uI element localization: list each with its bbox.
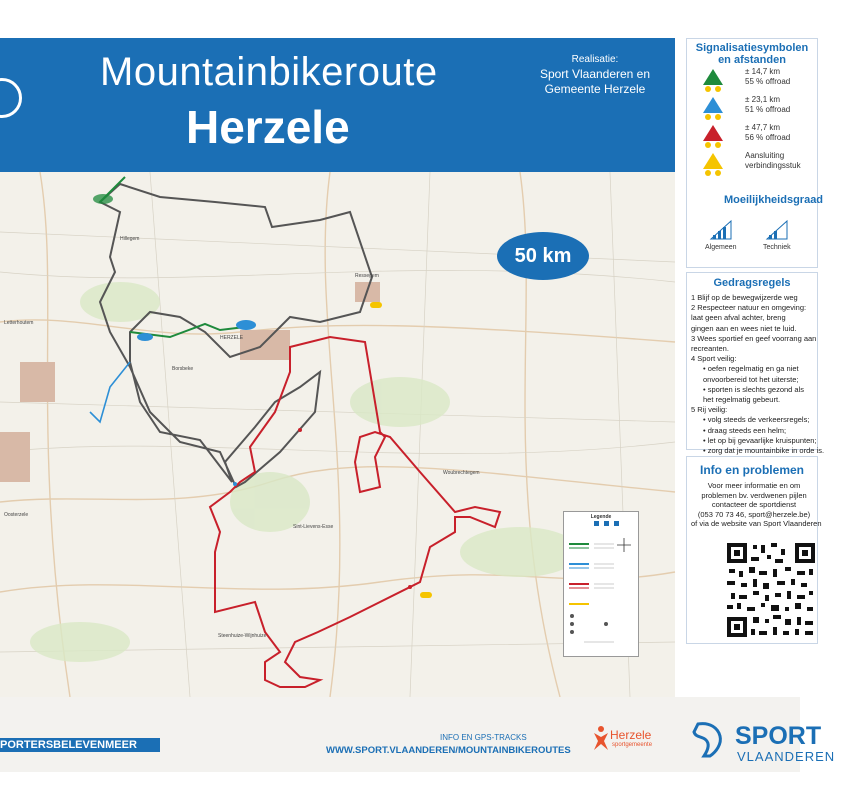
page-title: Mountainbikeroute [100, 50, 438, 94]
place-label: Borsbeke [172, 366, 194, 372]
footer-info-label: INFO EN GPS-TRACKS [440, 733, 527, 742]
place-label: Oosterzele [4, 512, 29, 518]
place-label: HERZELE [220, 335, 244, 341]
herzele-logo-subtext: sportgemeente [612, 742, 653, 748]
signalisatie-title-2: en afstanden [718, 54, 786, 66]
difficulty-general-icon [709, 219, 733, 241]
place-label: Letterhoutem [4, 320, 34, 326]
herzele-logo-icon [592, 725, 610, 751]
flemish-lion-icon [690, 720, 730, 760]
symbol-yellow-text: Aansluiting verbindingsstuk [745, 151, 801, 170]
herzele-logo-text: Herzele [610, 728, 652, 742]
symbol-green [701, 67, 821, 93]
red-triangle-icon [701, 123, 725, 149]
route-logo-icon [0, 78, 22, 118]
signalisatie-title-1: Signalisatiesymbolen [695, 42, 809, 54]
symbol-blue [701, 95, 821, 121]
info-title: Info en problemen [699, 463, 804, 477]
place-label: Sint-Lievens-Esse [293, 524, 334, 530]
symbol-blue-text: ± 23,1 km 51 % offroad [745, 95, 791, 114]
symbol-yellow [701, 151, 821, 177]
realisatie-line1: Sport Vlaanderen en [539, 67, 651, 81]
green-triangle-icon [701, 67, 725, 93]
difficulty-title: Moeilijkheidsgraad [724, 194, 824, 206]
difficulty-label-general: Algemeen [705, 244, 737, 251]
gedrag-panel [686, 272, 825, 456]
realisatie-label: Realisatie: [571, 54, 619, 65]
realisatie-credits [520, 52, 670, 97]
place-label: Ressegem [355, 273, 379, 279]
map-legend [563, 511, 639, 657]
place-label: Steenhuize-Wijnhuize [218, 633, 267, 639]
signalisatie-panel [686, 38, 824, 268]
footer-slogan: PORTERSBELEVENMEER [0, 738, 160, 752]
place-label: Hillegem [120, 236, 140, 242]
info-panel [686, 456, 822, 644]
sport-vlaanderen-logo-text: SPORT [735, 722, 822, 750]
page-subtitle: Herzele [186, 101, 350, 153]
gedrag-title: Gedragsregels [713, 277, 791, 289]
yellow-triangle-icon [701, 151, 725, 177]
blue-triangle-icon [701, 95, 725, 121]
qr-code-icon[interactable] [725, 541, 817, 641]
difficulty-label-technique: Techniek [763, 244, 791, 251]
legend-symbols [564, 512, 638, 656]
info-text: Voor meer informatie en om problemen bv. verdwenen pijlen contacteer de sportdienst (053 70 73 46, sport@herzele.be) of via de website van Sport Vlaanderen [691, 481, 822, 528]
route-map[interactable] [0, 172, 675, 697]
footer [0, 697, 800, 772]
gedrag-rules: 1 Blijf op de bewegwijzerde weg 2 Respecteer natuur en omgeving: laat geen afval achter, breng gingen aan en wees niet te luid. 3 Wees sportief en geef voorrang aan recreanten. 4 Sport veilig: • oefen regelmatig en ga niet onvoorbereid tot het uiterste; • sporten is slechts gezond als het regelmatig gebeurt. 5 Rij veilig: • volg steeds de verkeersregels; • draag steeds een helm; • let op bij gevaarlijke kruispunten; • zorg dat je mountainbike in orde is. [691, 293, 825, 456]
sport-vlaanderen-logo-subtext: VLAANDEREN [737, 749, 836, 764]
difficulty-technique-icon [765, 219, 789, 241]
distance-badge: 50 km [497, 232, 589, 280]
header-banner [0, 38, 675, 172]
symbol-red-text: ± 47,7 km 56 % offroad [745, 123, 791, 142]
footer-url-link[interactable]: WWW.SPORT.VLAANDEREN/MOUNTAINBIKEROUTES [326, 745, 571, 756]
symbol-green-text: ± 14,7 km 55 % offroad [745, 67, 791, 86]
realisatie-line2: Gemeente Herzele [544, 82, 646, 96]
place-label: Woubrechtegem [443, 470, 480, 476]
symbol-red [701, 123, 821, 149]
legend-title: Legende [590, 514, 612, 520]
